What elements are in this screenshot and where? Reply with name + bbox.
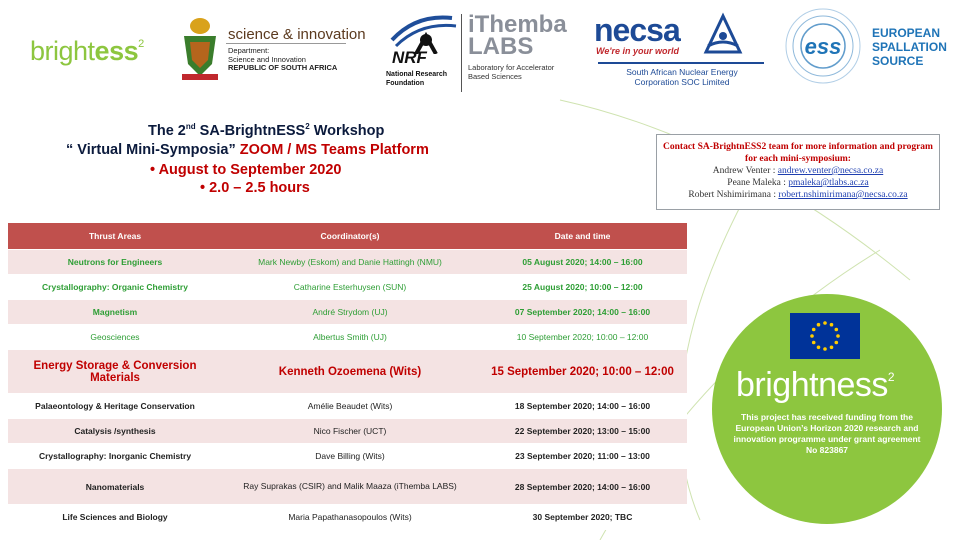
- table-row: [8, 300, 687, 325]
- workshop-duration: • 2.0 – 2.5 hours: [200, 180, 310, 196]
- date-cell: 07 September 2020; 14:00 – 16:00: [478, 300, 687, 325]
- science-innovation-title: science & innovation: [228, 26, 366, 43]
- table-row: [8, 444, 687, 469]
- table-header-row: [8, 223, 687, 250]
- nrf-subtitle: National Research Foundation: [386, 71, 448, 87]
- thrust-area-cell: Neutrons for Engineers: [8, 250, 222, 275]
- date-cell: 18 September 2020; 14:00 – 16:00: [478, 394, 687, 419]
- coordinator-cell: Mark Newby (Eskom) and Danie Hattingh (NMU): [222, 250, 478, 275]
- email-link[interactable]: robert.nshimirimana@necsa.co.za: [778, 190, 908, 200]
- funding-statement: This project has received funding from the European Union’s Horizon 2020 research and innovation programme under grant agreement No 823867: [733, 412, 921, 455]
- table-row: [8, 275, 687, 300]
- thrust-area-cell: Catalysis /synthesis: [8, 419, 222, 444]
- contact-box: [656, 134, 940, 210]
- ithemba-subtitle: Laboratory for Accelerator Based Sciences: [468, 63, 555, 81]
- thrust-area-cell: Crystallography: Organic Chemistry: [8, 275, 222, 300]
- date-cell: 30 September 2020; TBC: [478, 505, 687, 530]
- date-cell: 25 August 2020; 10:00 – 12:00: [478, 275, 687, 300]
- column-header: Thrust Areas: [8, 223, 222, 250]
- ess-name: EUROPEAN SPALLATION SOURCE: [872, 26, 947, 68]
- coordinator-cell: Maria Papathanasopoulos (Wits): [222, 505, 478, 530]
- necsa-logo: necsa: [594, 12, 680, 48]
- thrust-area-cell: Magnetism: [8, 300, 222, 325]
- divider: [461, 14, 462, 92]
- brightness-logo: brightess$^2$: [30, 36, 144, 66]
- column-header: Date and time: [478, 223, 687, 250]
- date-cell: 23 September 2020; 11:00 – 13:00: [478, 444, 687, 469]
- contact-row: Peane Maleka : pmaleka@tlabs.ac.za: [727, 178, 869, 188]
- contact-header: Contact SA-BrightnESS2 team for more information and program for each mini-symposium:: [663, 142, 933, 164]
- date-cell: 05 August 2020; 14:00 – 16:00: [478, 250, 687, 275]
- necsa-subtitle: South African Nuclear Energy Corporation SOC Limited: [626, 67, 738, 87]
- column-header: Coordinator(s): [222, 223, 478, 250]
- table-row: [8, 505, 687, 530]
- necsa-atom-icon: [700, 12, 746, 58]
- date-cell: 28 September 2020; 14:00 – 16:00: [478, 469, 687, 505]
- table-row: [8, 250, 687, 275]
- thrust-area-cell: Palaeontology & Heritage Conservation: [8, 394, 222, 419]
- necsa-tagline: We're in your world: [596, 46, 679, 56]
- date-cell: 15 September 2020; 10:00 – 12:00: [478, 350, 687, 394]
- contact-row: Robert Nshimirimana : robert.nshimirimana@necsa.co.za: [688, 190, 908, 200]
- thrust-area-cell: Nanomaterials: [8, 469, 222, 505]
- workshop-title: The 2nd SA-BrightnESS$^2$ Workshop: [148, 122, 385, 139]
- coordinator-cell: Albertus Smith (UJ): [222, 325, 478, 350]
- science-innovation-department: Department: Science and Innovation REPUBLIC OF SOUTH AFRICA: [228, 46, 338, 72]
- coordinator-cell: Amélie Beaudet (Wits): [222, 394, 478, 419]
- brightness-logo-large: brightness$^2$: [736, 366, 895, 404]
- nrf-name: NRF: [392, 48, 427, 67]
- table-row: [8, 394, 687, 419]
- ess-short-name: ess: [804, 34, 842, 59]
- coat-of-arms-icon: [178, 14, 222, 84]
- date-cell: 22 September 2020; 13:00 – 15:00: [478, 419, 687, 444]
- coordinator-cell: Catharine Esterhuysen (SUN): [222, 275, 478, 300]
- thrust-area-cell: Crystallography: Inorganic Chemistry: [8, 444, 222, 469]
- thrust-area-cell: Life Sciences and Biology: [8, 505, 222, 530]
- divider: [598, 62, 764, 64]
- thrust-area-cell: Energy Storage & Conversion Materials: [8, 350, 222, 394]
- ithemba-title: iThemba LABS: [468, 11, 567, 60]
- table-row: [8, 419, 687, 444]
- coordinator-cell: Ray Suprakas (CSIR) and Malik Maaza (iThemba LABS): [222, 469, 478, 505]
- coordinator-cell: Nico Fischer (UCT): [222, 419, 478, 444]
- workshop-dates: • August to September 2020: [150, 162, 342, 178]
- coordinator-cell: Dave Billing (Wits): [222, 444, 478, 469]
- table-row: [8, 325, 687, 350]
- table-row: [8, 469, 687, 505]
- coordinator-cell: André Strydom (UJ): [222, 300, 478, 325]
- table-row: [8, 350, 687, 394]
- schedule-table: [8, 223, 687, 530]
- email-link[interactable]: pmaleka@tlabs.ac.za: [788, 178, 869, 188]
- eu-flag-icon: [790, 313, 860, 359]
- workshop-subtitle: “ Virtual Mini-Symposia” ZOOM / MS Teams Platform: [66, 142, 429, 158]
- coordinator-cell: Kenneth Ozoemena (Wits): [222, 350, 478, 394]
- divider: [226, 43, 346, 44]
- thrust-area-cell: Geosciences: [8, 325, 222, 350]
- contact-row: Andrew Venter : andrew.venter@necsa.co.za: [712, 166, 884, 176]
- date-cell: 10 September 2020; 10:00 – 12:00: [478, 325, 687, 350]
- email-link[interactable]: andrew.venter@necsa.co.za: [777, 166, 884, 176]
- ess-logo-icon: [778, 6, 868, 86]
